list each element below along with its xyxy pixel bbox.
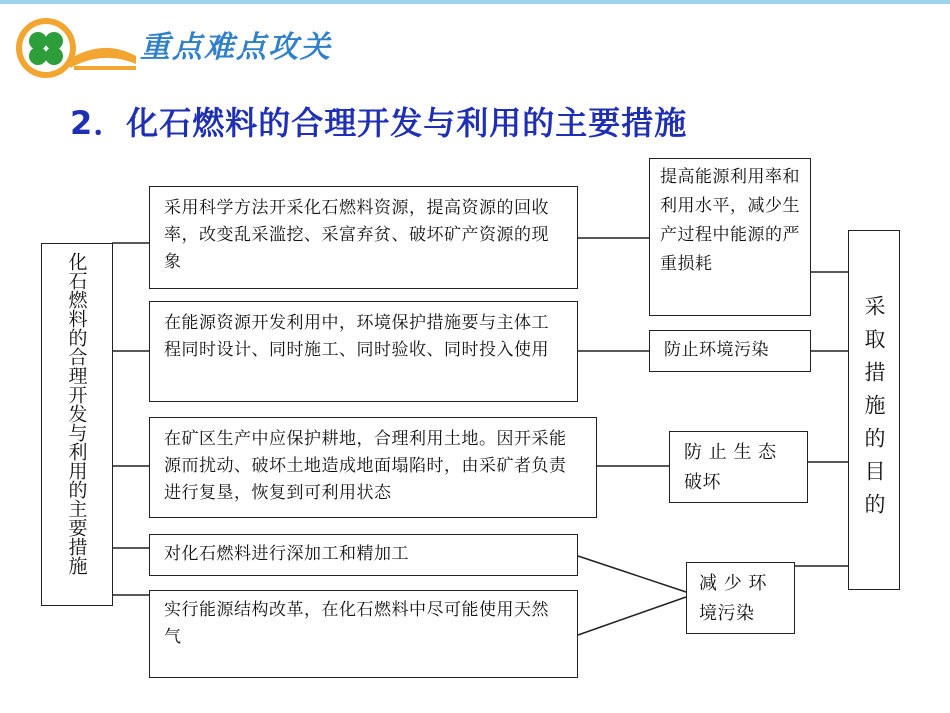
measure-text-3: 在矿区生产中应保护耕地，合理利用土地。因开采能源而扰动、破坏土地造成地面塌陷时，由采矿者负责进行复垦，恢复到可利用状态	[164, 429, 567, 503]
measure-text-2: 在能源资源开发利用中，环境保护措施要与主体工程同时设计、同时施工、同时验收、同时投入使用	[164, 313, 549, 360]
measure-box-4	[149, 534, 578, 576]
measure-text-4: 对化石燃料进行深加工和精加工	[164, 544, 409, 564]
goal-text-4: 减 少 环 境污染	[699, 573, 767, 624]
measure-text-5: 实行能源结构改革，在化石燃料中尽可能使用天然气	[164, 600, 549, 647]
right-label-box	[848, 230, 900, 590]
left-label-box	[41, 243, 113, 606]
goal-box-2	[649, 330, 811, 372]
measure-box-1	[149, 186, 578, 289]
measure-box-5	[149, 590, 578, 678]
right-label: 采取措施的目的	[862, 294, 886, 526]
goal-text-3: 防 止 生 态 破坏	[684, 442, 777, 493]
goal-box-3	[669, 431, 808, 503]
page-title: 2．化石燃料的合理开发与利用的主要措施	[70, 104, 688, 142]
measure-box-3	[149, 417, 597, 518]
measure-text-1: 采用科学方法开采化石燃料资源，提高资源的回收率，改变乱采滥挖、采富弃贫、破坏矿产资源的现象	[164, 198, 549, 272]
left-label: 化石燃料的合理开发与利用的主要措施	[65, 252, 88, 575]
measure-box-2	[149, 301, 578, 402]
goal-text-2: 防止环境污染	[664, 340, 769, 360]
goal-box-1	[649, 158, 811, 316]
section-title: 重点难点攻关	[140, 30, 332, 65]
goal-text-1: 提高能源利用率和利用水平，减少生产过程中能源的严重损耗	[660, 167, 800, 274]
goal-box-4	[686, 562, 795, 634]
